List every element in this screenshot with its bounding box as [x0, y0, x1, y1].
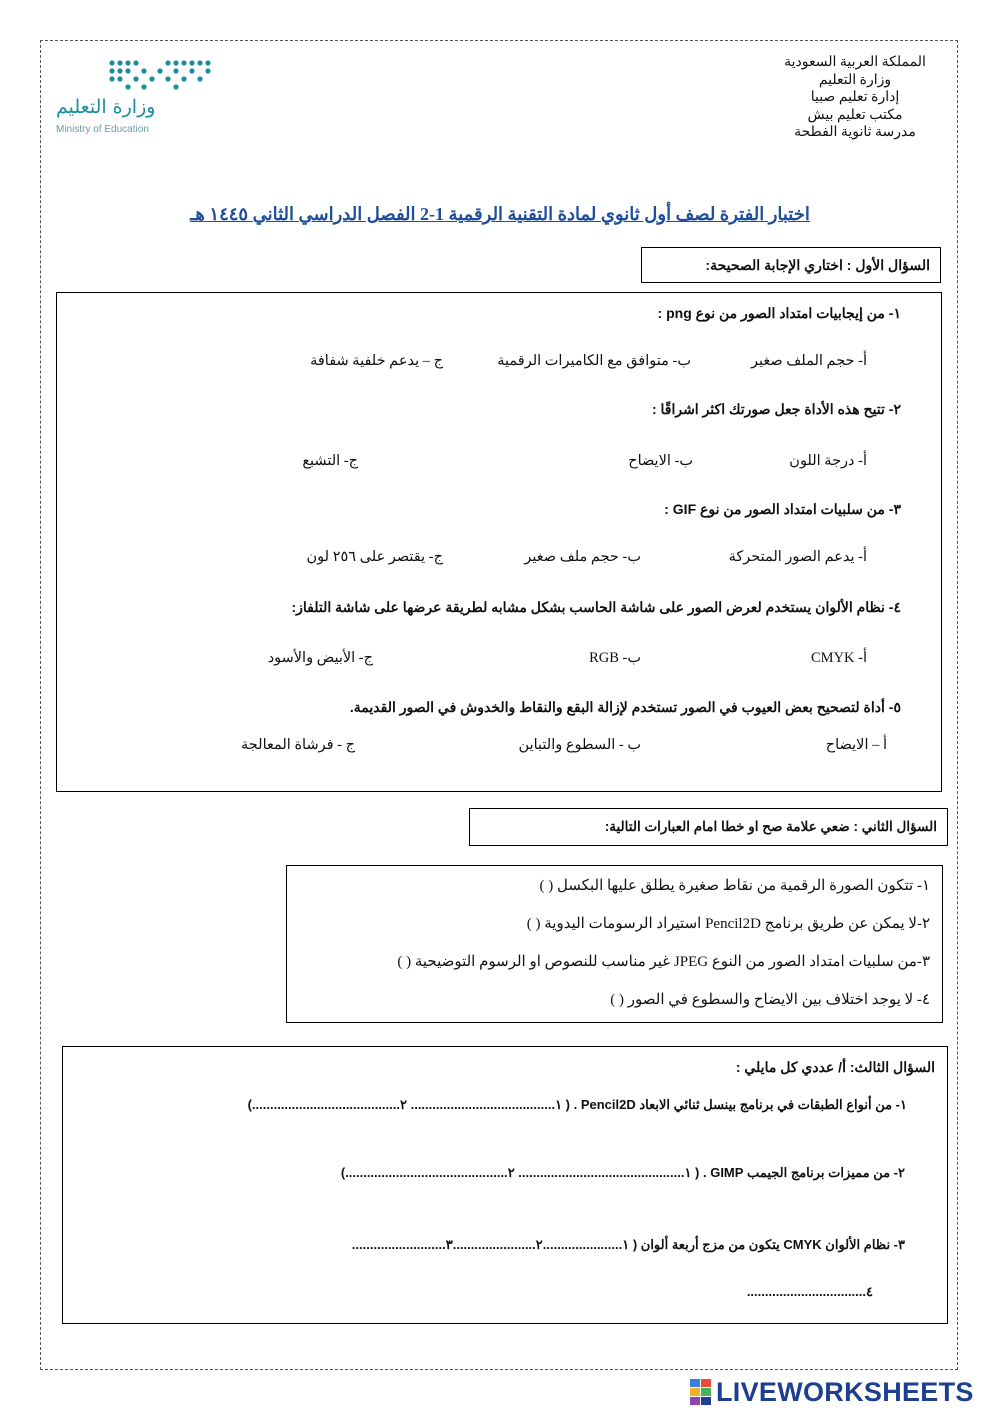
liveworksheets-logo-icon: [690, 1379, 712, 1407]
q1-item-3-option-a[interactable]: أ- يدعم الصور المتحركة: [728, 549, 867, 565]
q1-item-5-option-a[interactable]: أ – الايضاح: [825, 737, 887, 753]
logo-arabic-text: وزارة التعليم: [56, 96, 156, 118]
question1-box: [56, 292, 942, 792]
q1-item-5-text: ٥- أداة لتصحيح بعض العيوب في الصور تستخدم لإزالة البقع والنقاط والخدوش في الصور القديمة.: [349, 699, 901, 715]
q1-item-2-option-a[interactable]: أ- درجة اللون: [789, 453, 867, 469]
q1-item-2-text: ٢- تتيح هذه الأداة جعل صورتك اكثر اشراقًا :: [651, 401, 901, 417]
logo-english-text: Ministry of Education: [56, 124, 149, 135]
question3-heading: السؤال الثالث: أ/ عددي كل مايلي :: [735, 1059, 935, 1075]
q1-item-5-option-c[interactable]: ج - فرشاة المعالجة: [241, 737, 355, 753]
q3-item-3-extra[interactable]: ٤.................................: [746, 1284, 873, 1299]
q1-item-1-text: ١- من إيجابيات امتداد الصور من نوع png :: [657, 305, 901, 321]
header-line-country: المملكة العربية السعودية: [784, 55, 926, 70]
q1-item-4-option-c[interactable]: ج- الأبيض والأسود: [267, 650, 373, 666]
q2-statement-2[interactable]: ٢-لا يمكن عن طريق برنامج Pencil2D استيراد الرسومات اليدوية ( ): [526, 916, 930, 932]
q3-item-1[interactable]: ١- من أنواع الطبقات في برنامج بينسل ثنائي الابعاد Pencil2D . ( ١........................................ ٢.........................................): [247, 1097, 907, 1112]
header-line-admin: إدارة تعليم صبيا: [810, 90, 900, 105]
liveworksheets-watermark: [690, 1377, 990, 1407]
q1-item-5-option-b[interactable]: ب - السطوع والتباين: [518, 737, 641, 753]
logo-dots-icon: [108, 58, 214, 90]
q1-item-4-text: ٤- نظام الألوان يستخدم لعرض الصور على شاشة الحاسب بشكل مشابه لطريقة عرضها على شاشة التلفاز:: [291, 599, 901, 615]
header-line-office: مكتب تعليم بيش: [807, 107, 903, 123]
q2-statement-4[interactable]: ٤- لا يوجد اختلاف بين الايضاح والسطوع في الصور ( ): [610, 992, 930, 1008]
school-header: [740, 54, 970, 142]
question3-box: [62, 1046, 948, 1324]
q3-item-3[interactable]: ٣- نظام الألوان CMYK يتكون من مزج أربعة ألوان ( ١......................٢.......................٣..........................: [351, 1237, 905, 1252]
q1-item-1-option-b[interactable]: ب- متوافق مع الكاميرات الرقمية: [497, 353, 691, 369]
ministry-logo: [56, 58, 216, 138]
q1-item-3-option-b[interactable]: ب- حجم ملف صغير: [524, 549, 641, 565]
q1-item-3-option-c[interactable]: ج- يقتصر على ٢٥٦ لون: [306, 549, 443, 565]
q1-item-4-option-b[interactable]: ب- RGB: [589, 650, 641, 666]
q1-item-2-option-c[interactable]: ج- التشبع: [302, 453, 358, 469]
q1-item-1-option-c[interactable]: ج – يدعم خلفية شفافة: [310, 353, 443, 369]
question2-box: [286, 865, 943, 1023]
q1-item-2-option-b[interactable]: ب- الايضاح: [628, 453, 693, 469]
q1-item-4-option-a[interactable]: أ- CMYK: [811, 650, 867, 666]
q3-item-2[interactable]: ٢- من مميزات برنامج الجيمب GIMP . ( ١.............................................. ٢.............................................): [340, 1165, 905, 1180]
q2-statement-3[interactable]: ٣-من سلبيات امتداد الصور من النوع JPEG غير مناسب للنصوص او الرسوم التوضيحية ( ): [397, 954, 930, 970]
question1-heading: السؤال الأول : اختاري الإجابة الصحيحة:: [641, 247, 941, 283]
watermark-text: LIVEWORKSHEETS: [716, 1377, 974, 1407]
exam-title: اختبار الفترة لصف أول ثانوي لمادة التقنية الرقمية 1-2 الفصل الدراسي الثاني ١٤٤٥ هـ: [190, 204, 810, 224]
question2-heading: السؤال الثاني : ضعي علامة صح او خطا امام العبارات التالية:: [469, 808, 948, 846]
q1-item-3-text: ٣- من سلبيات امتداد الصور من نوع GIF :: [664, 501, 901, 517]
q1-item-1-option-a[interactable]: أ- حجم الملف صغير: [750, 353, 867, 369]
header-line-school: مدرسة ثانوية الفطحة: [794, 125, 916, 140]
q2-statement-1[interactable]: ١- تتكون الصورة الرقمية من نقاط صغيرة يطلق عليها البكسل ( ): [539, 878, 930, 894]
header-line-ministry: وزارة التعليم: [818, 72, 892, 88]
